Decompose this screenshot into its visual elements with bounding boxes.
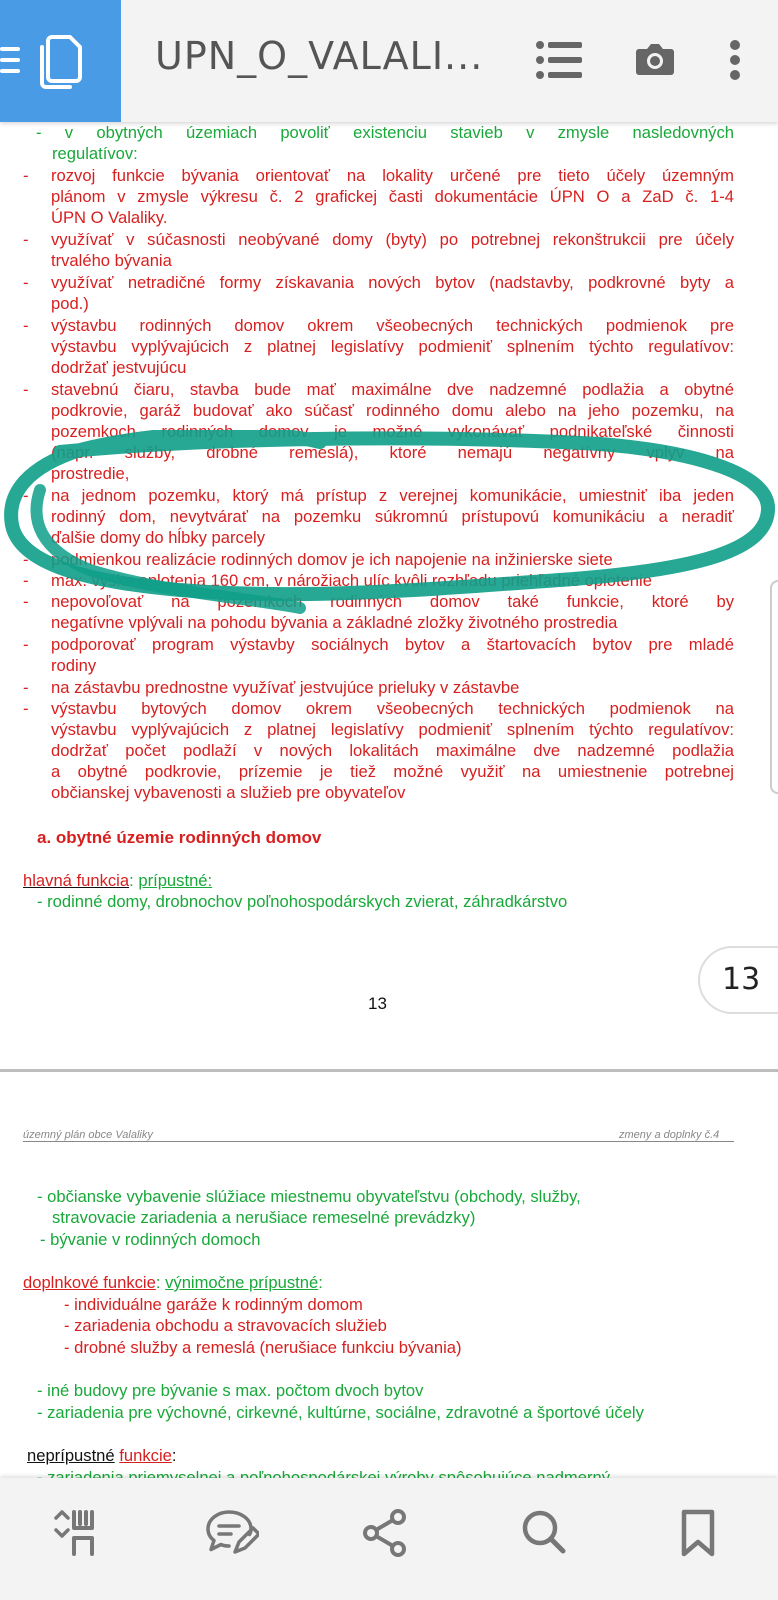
text-line: - v obytných územiach povoliť existenciu stavieb v zmysle nasledovných xyxy=(36,123,734,142)
camera-icon[interactable] xyxy=(635,42,675,76)
more-icon[interactable] xyxy=(729,40,741,80)
document-button[interactable] xyxy=(0,0,121,122)
bottom-toolbar xyxy=(0,1478,778,1600)
text-line: max. výška oplotenia 160 cm, v nárožiach ulíc kvôli rozhľadu priehľadné oplotenie xyxy=(51,571,652,590)
forbidden-label-2: funkcie xyxy=(119,1446,172,1465)
list-item: - individuálne garáže k rodinným domom xyxy=(64,1295,363,1314)
bullet-dash: - xyxy=(23,550,29,569)
search-icon[interactable] xyxy=(520,1508,568,1558)
colon: : xyxy=(318,1273,323,1292)
text-line: ďalšie domy do hĺbky parcely xyxy=(51,528,266,547)
bullet-dash: - xyxy=(23,230,29,249)
list-item: - drobné služby a remeslá (nerušiace funkciu bývania) xyxy=(64,1338,462,1357)
page-header-left: územný plán obce Valaliky xyxy=(23,1129,153,1141)
permitted-item: - rodinné domy, drobnochov poľnohospodárskych zvierat, záhradkárstvo xyxy=(37,892,568,911)
text-line: na zástavbu prednostne využívať jestvujúce prieluky v zástavbe xyxy=(51,678,520,697)
forbidden-functions-line xyxy=(27,1445,176,1466)
bullet-dash: - xyxy=(23,166,29,185)
text-line: plánom v zmysle výkresu č. 2 grafickej časti dokumentácie ÚPN O a ZaD č. 1-4 xyxy=(51,187,734,206)
text-line: na jednom pozemku, ktorý má prístup z verejnej komunikácie, umiestniť iba jeden xyxy=(51,486,734,505)
text-line: výstavbu bytových domov okrem všeobecných technických podmienok na xyxy=(51,699,734,718)
main-function-line xyxy=(23,870,212,891)
bullet-dash: - xyxy=(23,592,29,611)
menu-icon[interactable] xyxy=(0,45,22,75)
list-icon[interactable] xyxy=(536,40,582,80)
text-line: prostredie, xyxy=(51,464,130,483)
colon: : xyxy=(155,1273,161,1292)
text-line: podmienkou realizácie rodinných domov je ich napojenie na inžinierske siete xyxy=(51,550,613,569)
text-line: využívať v súčasnosti neobývané domy (byty) po potrebnej rekonštrukcii pre účely xyxy=(51,230,734,249)
text-line: ÚPN O Valaliky. xyxy=(51,208,168,227)
bullet-dash: - xyxy=(23,486,29,505)
text-line: využívať netradičné formy získavania nových bytov (nadstavby, podkrovné byty a xyxy=(51,273,734,292)
header-rule xyxy=(23,1141,734,1142)
comment-icon[interactable] xyxy=(205,1508,259,1558)
bullet-dash: - xyxy=(23,571,29,590)
text-line: nepovoľovať na pozemkoch rodinných domov také funkcie, ktoré by xyxy=(51,592,734,611)
main-function-label: hlavná funkcia xyxy=(23,871,130,890)
bullet-dash: - xyxy=(23,380,29,399)
document-icon xyxy=(38,33,84,89)
document-title: UPN_O_VALALI... xyxy=(155,34,484,78)
page-separator xyxy=(0,1069,778,1072)
bullet-dash: - xyxy=(23,316,29,335)
main-function-colon: : xyxy=(129,871,134,890)
text-line: rozvoj funkcie bývania orientovať na lokality určené pre tieto účely územným xyxy=(51,166,734,185)
permitted-label: prípustné: xyxy=(138,871,213,890)
text-line: občianskej vybavenosti a služieb pre obyvateľov xyxy=(51,783,406,802)
text-line: pod.) xyxy=(51,294,89,313)
reading-mode-icon[interactable] xyxy=(50,1508,100,1558)
text-line: dodržať jestvujúcu xyxy=(51,358,187,377)
list-item: - zariadenia pre výchovné, cirkevné, kultúrne, sociálne, zdravotné a športové účely xyxy=(37,1403,644,1422)
forbidden-label: neprípustné xyxy=(27,1446,115,1465)
text-line: výstavbu rodinných domov okrem všeobecných technických podmienok pre xyxy=(51,316,734,335)
text-line: rodinný dom, nevytvárať na pozemku súkromnú prístupovú komunikáciu a neradiť xyxy=(51,507,734,526)
colon: : xyxy=(171,1446,177,1465)
page-indicator-tab[interactable]: 13 xyxy=(698,946,778,1014)
text-line: výstavbu vyplývajúcich z platnej legislatívy podmieniť splnením týchto regulatívov: xyxy=(51,720,734,739)
text-line: a obytné podkrovie, prízemie je tiež možné využiť na umiestnenie potrebnej xyxy=(51,762,734,781)
text-line: výstavbu vyplývajúcich z platnej legislatívy podmieniť splnením týchto regulatívov: xyxy=(51,337,734,356)
bookmark-icon[interactable] xyxy=(680,1508,716,1558)
highlight-annotation xyxy=(0,430,778,630)
text-line: trvalého bývania xyxy=(51,251,172,270)
text-line: stavebnú čiaru, stavba bude mať maximálne dve nadzemné podlažia a obytné xyxy=(51,380,734,399)
section-heading: a. obytné územie rodinných domov xyxy=(37,828,322,847)
bullet-dash: - xyxy=(23,273,29,292)
top-toolbar xyxy=(0,0,778,122)
text-line: regulatívov: xyxy=(52,144,138,163)
page-number: 13 xyxy=(368,994,387,1013)
list-item: - zariadenia obchodu a stravovacích služieb xyxy=(64,1316,387,1335)
text-line: pozemkoch rodinných domov je možné vykonávať podnikateľské činnosti xyxy=(51,422,734,441)
page-header-right: zmeny a doplnky č.4 xyxy=(619,1129,720,1141)
text-line: - občianske vybavenie slúžiace miestnemu obyvateľstvu (obchody, služby, xyxy=(37,1187,581,1206)
share-icon[interactable] xyxy=(362,1508,408,1558)
text-line: stravovacie zariadenia a nerušiace remeselné prevádzky) xyxy=(52,1208,476,1227)
text-line: negatívne vplývali na pohodu bývania a základné zložky životného prostredia xyxy=(51,613,618,632)
text-line: (napr. služby, drobné remeslá), ktoré nemajú negatívny vplyv na xyxy=(51,443,734,462)
exceptional-label: výnimočne prípustné xyxy=(165,1273,319,1292)
bullet-dash: - xyxy=(23,635,29,654)
supplementary-functions-line xyxy=(23,1272,323,1293)
list-item: - iné budovy pre bývanie s max. počtom dvoch bytov xyxy=(37,1381,424,1400)
text-line: - bývanie v rodinných domoch xyxy=(40,1230,261,1249)
bullet-dash: - xyxy=(23,699,29,718)
supplementary-label: doplnkové funkcie xyxy=(23,1273,156,1292)
text-line: podporovať program výstavby sociálnych bytov a štartovacích bytov pre mladé xyxy=(51,635,734,654)
text-line: podkrovie, garáž budovať ako súčasť rodinného domu alebo na jeho pozemku, na xyxy=(51,401,734,420)
text-line: dodržať počet podlaží v nových lokalitách maximálne dve nadzemné podlažia xyxy=(51,741,734,760)
text-line: rodiny xyxy=(51,656,97,675)
bullet-dash: - xyxy=(23,678,29,697)
